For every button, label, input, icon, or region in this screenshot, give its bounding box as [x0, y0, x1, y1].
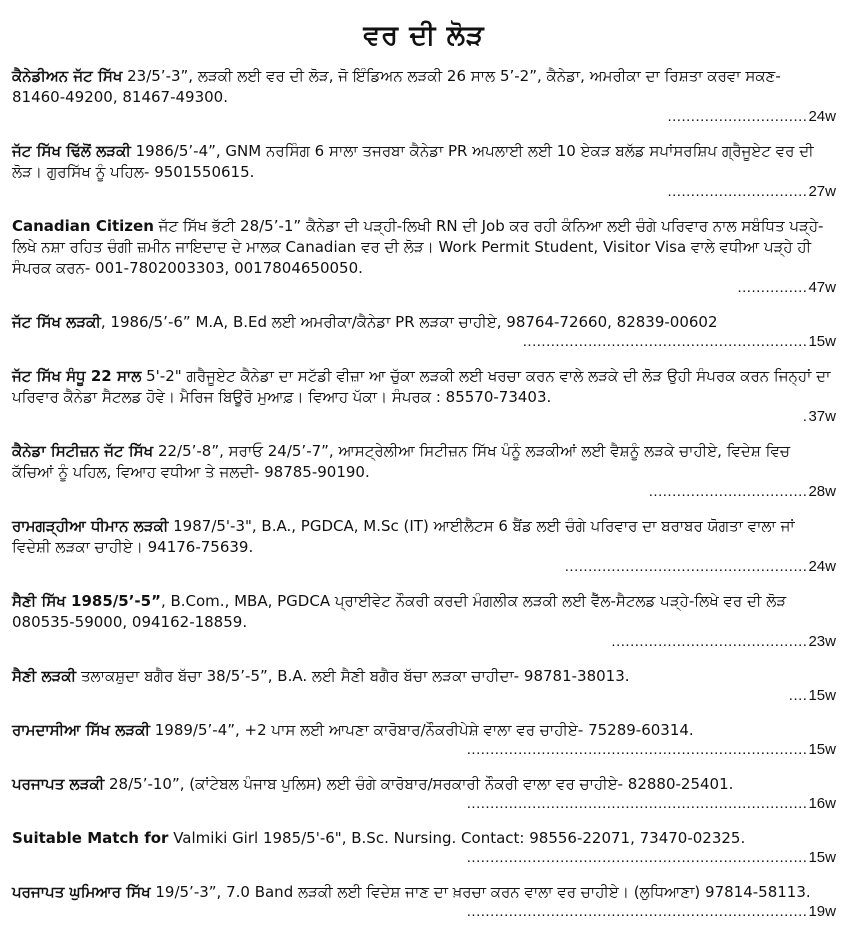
dot-leader: ............... — [737, 279, 808, 296]
ad-heading: ਸੈਣੀ ਲੜਕੀ — [12, 667, 77, 685]
classified-ad — [12, 216, 836, 297]
ad-text — [12, 216, 836, 279]
ad-footer — [12, 408, 836, 426]
ad-footer — [12, 483, 836, 501]
classified-ad — [12, 141, 836, 201]
dot-leader: .......................................... — [611, 633, 808, 650]
ad-body: , 1986/5’-6” M.A, B.Ed ਲਈ ਅਮਰੀਕਾ/ਕੈਨੇਡਾ PR ਲੜਕਾ ਚਾਹੀਏ, 98764-72660, 82839-00602 — [100, 313, 718, 331]
dot-leader: ......................................................................... — [466, 795, 808, 812]
ad-code: 24w — [808, 108, 836, 125]
dot-leader: .................................. — [648, 483, 808, 500]
dot-leader: .............................. — [667, 183, 808, 200]
ad-text — [12, 366, 836, 408]
ad-code: 16w — [808, 795, 836, 812]
ad-code: 28w — [808, 483, 836, 500]
ad-heading: Suitable Match for — [12, 829, 169, 847]
ad-body: 5'-2" ਗਰੈਜੂਏਟ ਕੈਨੇਡਾ ਦਾ ਸਟੱਡੀ ਵੀਜ਼ਾ ਆ ਚੁੱਕਾ ਲੜਕੀ ਲਈ ਖਰਚਾ ਕਰਨ ਵਾਲੇ ਲੜਕੇ ਦੀ ਲੋੜ ਉਹੀ ਸੰਪਰਕ ਕਰਨ ਜਿਨ੍ਹਾਂ ਦਾ ਪਰਿਵਾਰ ਕੈਨੇਡਾ ਸੈਟਲਡ ਹੋਵੇ। ਮੈਰਿਜ ਬਿਊਰੋ ਮੁਆਫ਼। ਵਿਆਹ ਪੱਕਾ। ਸੰਪਰਕ : 85570-73403. — [12, 367, 831, 406]
classified-ad — [12, 774, 836, 813]
ad-footer — [12, 741, 836, 759]
ad-footer — [12, 108, 836, 126]
ad-body: 22/5’-8”, ਸਰਾਓ 24/5’-7”, ਆਸਟ੍ਰੇਲੀਆ ਸਿਟੀਜ਼ਨ ਸਿੱਖ ਪੰਨੂੰ ਲੜਕੀਆਂ ਲਈ ਵੈਸ਼ਨੂੰ ਲੜਕੇ ਚਾਹੀਏ, ਵਿਦੇਸ਼ ਵਿਚ ਕੱਚਿਆਂ ਨੂੰ ਪਹਿਲ, ਵਿਆਹ ਵਧੀਆ ਤੇ ਜਲਦੀ- 98785-90190. — [12, 442, 790, 481]
ad-footer — [12, 333, 836, 351]
classified-ad — [12, 516, 836, 576]
classified-ad — [12, 366, 836, 426]
ad-heading: ਸੈਣੀ ਸਿੱਖ 1985/5’-5” — [12, 592, 161, 610]
classified-ad — [12, 441, 836, 501]
ad-code: 15w — [808, 849, 836, 866]
ad-footer — [12, 558, 836, 576]
ad-heading: ਜੱਟ ਸਿੱਖ ਸੰਧੂ 22 ਸਾਲ — [12, 367, 142, 385]
classified-ad — [12, 720, 836, 759]
ad-footer — [12, 903, 836, 921]
ad-text — [12, 66, 836, 108]
ad-body: Valmiki Girl 1985/5'-6", B.Sc. Nursing. Contact: 98556-22071, 73470-02325. — [168, 829, 746, 847]
ad-footer — [12, 795, 836, 813]
ad-code: 37w — [808, 408, 836, 425]
classified-ad — [12, 312, 836, 351]
ad-code: 15w — [808, 741, 836, 758]
ad-code: 19w — [808, 903, 836, 920]
ad-body: 1989/5’-4”, +2 ਪਾਸ ਲਈ ਆਪਣਾ ਕਾਰੋਬਾਰ/ਨੌਕਰੀਪੇਸ਼ੇ ਵਾਲਾ ਵਰ ਚਾਹੀਏ- 75289-60314. — [149, 721, 694, 739]
dot-leader: . — [802, 408, 808, 425]
classified-ad — [12, 882, 836, 921]
dot-leader: .............................. — [667, 108, 808, 125]
ad-code: 15w — [808, 333, 836, 350]
ad-text — [12, 666, 836, 687]
ad-heading: ਰਾਮਗੜ੍ਹੀਆ ਧੀਮਾਨ ਲੜਕੀ — [12, 517, 169, 535]
ad-text — [12, 591, 836, 633]
ads-list — [12, 66, 836, 921]
ad-body: 23/5’-3”, ਲੜਕੀ ਲਈ ਵਰ ਦੀ ਲੋੜ, ਜੋ ਇੰਡਿਅਨ ਲੜਕੀ 26 ਸਾਲ 5’-2”, ਕੈਨੇਡਾ, ਅਮਰੀਕਾ ਦਾ ਰਿਸ਼ਤਾ ਕਰਵਾ ਸਕਣ- 81460-49200, 81467-49300. — [12, 67, 781, 106]
ad-body: ਤਲਾਕਸ਼ੁਦਾ ਬਗੈਰ ਬੱਚਾ 38/5’-5”, B.A. ਲਈ ਸੈਣੀ ਬਗੈਰ ਬੱਚਾ ਲੜਕਾ ਚਾਹੀਦਾ- 98781-38013. — [76, 667, 630, 685]
ad-body: ਜੱਟ ਸਿੱਖ ਭੱਟੀ 28/5’-1” ਕੈਨੇਡਾ ਦੀ ਪੜ੍ਹੀ-ਲਿਖੀ RN ਦੀ Job ਕਰ ਰਹੀ ਕੰਨਿਆ ਲਈ ਚੰਗੇ ਪਰਿਵਾਰ ਨਾਲ ਸਬੰਧਿਤ ਪੜ੍ਹੇ-ਲਿਖੇ ਨਸ਼ਾ ਰਹਿਤ ਚੰਗੀ ਜ਼ਮੀਨ ਜਾਇਦਾਦ ਦੇ ਮਾਲਕ Canadian ਵਰ ਦੀ ਲੋੜ। Work Permit Student, Visitor Visa ਵਾਲੇ ਵਧੀਆ ਪੜ੍ਹੇ ਹੀ ਸੰਪਰਕ ਕਰਨ- 001-7802003303, 0017804650050. — [12, 217, 824, 277]
classified-ad — [12, 666, 836, 705]
ad-heading: ਰਾਮਦਾਸੀਆ ਸਿੱਖ ਲੜਕੀ — [12, 721, 150, 739]
ad-heading: ਪਰਜਾਪਤ ਘੁਮਿਆਰ ਸਿੱਖ — [12, 883, 151, 901]
ad-code: 27w — [808, 183, 836, 200]
ad-footer — [12, 279, 836, 297]
ad-text — [12, 828, 836, 849]
ad-text — [12, 774, 836, 795]
ad-code: 47w — [808, 279, 836, 296]
dot-leader: ......................................................................... — [466, 741, 808, 758]
ad-heading: Canadian Citizen — [12, 217, 154, 235]
ad-body: 1986/5’-4”, GNM ਨਰਸਿੰਗ 6 ਸਾਲਾ ਤਜਰਬਾ ਕੈਨੇਡਾ PR ਅਪਲਾਈ ਲਈ 10 ਏਕੜ ਬਲੱਡ ਸਪਾਂਸਰਸ਼ਿਪ ਗ੍ਰੈਜੂਏਟ ਵਰ ਦੀ ਲੋੜ। ਗੁਰਸਿੱਖ ਨੂੰ ਪਹਿਲ- 9501550615. — [12, 142, 814, 181]
ad-heading: ਜੱਟ ਸਿੱਖ ਢਿੱਲੋਂ ਲੜਕੀ — [12, 142, 131, 160]
ad-heading: ਪਰਜਾਪਤ ਲੜਕੀ — [12, 775, 105, 793]
ad-text — [12, 516, 836, 558]
dot-leader: ............................................................. — [522, 333, 808, 350]
ad-body: 1987/5'-3", B.A., PGDCA, M.Sc (IT) ਆਈਲੈਟਸ 6 ਬੈਂਡ ਲਈ ਚੰਗੇ ਪਰਿਵਾਰ ਦਾ ਬਰਾਬਰ ਯੋਗਤਾ ਵਾਲਾ ਜਾਂ ਵਿਦੇਸ਼ੀ ਲੜਕਾ ਚਾਹੀਏ। 94176-75639. — [12, 517, 795, 556]
dot-leader: ......................................................................... — [466, 903, 808, 920]
dot-leader: ......................................................................... — [466, 849, 808, 866]
ad-heading: ਕੈਨੇਡਾ ਸਿਟੀਜ਼ਨ ਜੱਟ ਸਿੱਖ — [12, 442, 154, 460]
ad-text — [12, 882, 836, 903]
page-title: ਵਰ ਦੀ ਲੋੜ — [363, 20, 485, 51]
ad-heading: ਜੱਟ ਸਿੱਖ ਲੜਕੀ — [12, 313, 101, 331]
ad-body: , B.Com., MBA, PGDCA ਪ੍ਰਾਈਵੇਟ ਨੌਕਰੀ ਕਰਦੀ ਮੰਗਲੀਕ ਲੜਕੀ ਲਈ ਵੈੱਲ-ਸੈਟਲਡ ਪੜ੍ਹੇ-ਲਿਖੇ ਵਰ ਦੀ ਲੋੜ 080535-59000, 094162-18859. — [12, 592, 787, 631]
ad-text — [12, 441, 836, 483]
ad-code: 15w — [808, 687, 836, 704]
ad-heading: ਕੈਨੇਡੀਅਨ ਜੱਟ ਸਿੱਖ — [12, 67, 123, 85]
ad-code: 24w — [808, 558, 836, 575]
dot-leader: .................................................... — [564, 558, 808, 575]
classified-ad — [12, 66, 836, 126]
ad-body: 28/5’-10”, (ਕਾਂਟੇਬਲ ਪੰਜਾਬ ਪੁਲਿਸ) ਲਈ ਚੰਗੇ ਕਾਰੋਬਾਰ/ਸਰਕਾਰੀ ਨੌਕਰੀ ਵਾਲਾ ਵਰ ਚਾਹੀਏ- 82880-25401. — [104, 775, 734, 793]
classified-ad — [12, 828, 836, 867]
ad-footer — [12, 633, 836, 651]
ad-body: 19/5’-3”, 7.0 Band ਲੜਕੀ ਲਈ ਵਿਦੇਸ਼ ਜਾਣ ਦਾ ਖ਼ਰਚਾ ਕਰਨ ਵਾਲਾ ਵਰ ਚਾਹੀਏ। (ਲੁਧਿਆਣਾ) 97814-58113. — [150, 883, 811, 901]
dot-leader: .... — [788, 687, 808, 704]
ad-footer — [12, 849, 836, 867]
ad-code: 23w — [808, 633, 836, 650]
ad-text — [12, 312, 836, 333]
ad-text — [12, 720, 836, 741]
classified-ad — [12, 591, 836, 651]
ad-text — [12, 141, 836, 183]
ad-footer — [12, 183, 836, 201]
ad-footer — [12, 687, 836, 705]
